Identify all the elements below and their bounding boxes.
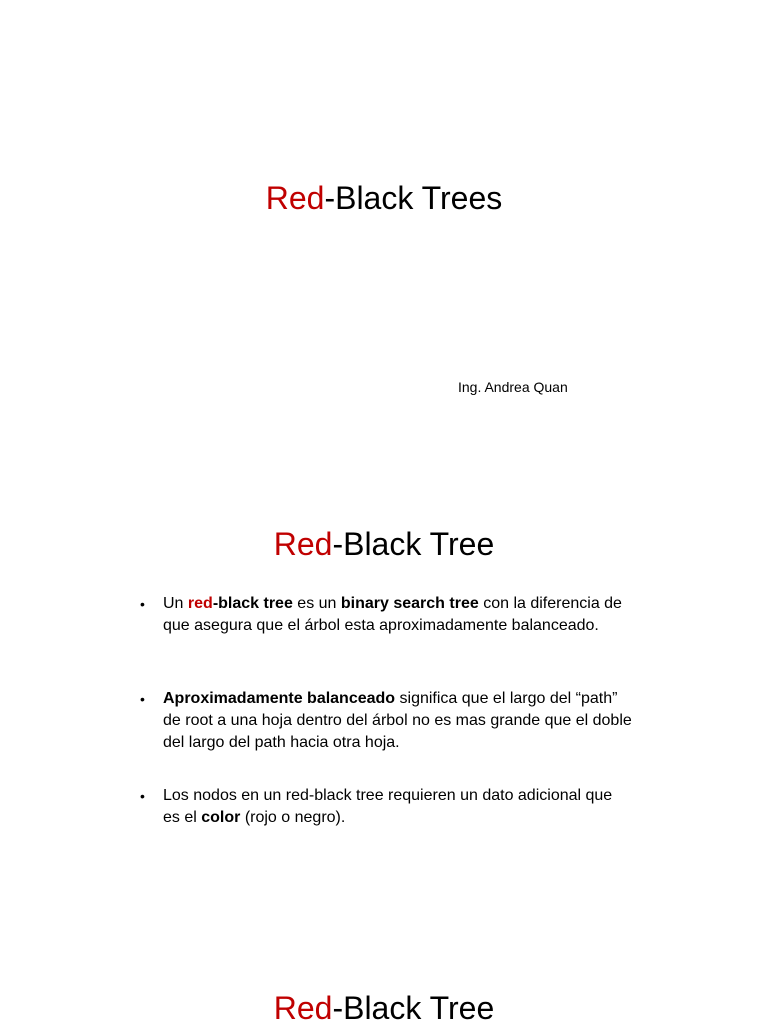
author-name: Ing. Andrea Quan bbox=[458, 379, 568, 395]
bullet1-text-b: es un bbox=[292, 595, 341, 612]
bullet3-text-a: Los nodos en un red-black tree requieren un dato adicional que es el bbox=[163, 787, 613, 826]
slide2-title-rest: -Black Tree bbox=[332, 526, 495, 562]
bullet1-bold-b: binary search tree bbox=[340, 595, 479, 612]
bullet-text-3 bbox=[163, 785, 633, 829]
slide1-title-rest: -Black Trees bbox=[324, 180, 503, 216]
slide3-title-red-word: Red bbox=[273, 990, 333, 1026]
slide-title-page bbox=[0, 0, 768, 420]
bullet3-bold: color bbox=[201, 809, 241, 826]
slide3-title bbox=[0, 990, 768, 1027]
bullet1-text-a: Un bbox=[163, 595, 188, 612]
bullet-dot: • bbox=[140, 788, 145, 804]
slide1-title-red-word: Red bbox=[265, 180, 325, 216]
bullet1-text-c: con la diferencia de que asegura que el árbol esta aproximadamente balanceado. bbox=[163, 595, 622, 634]
bullet1-red-word: red bbox=[187, 595, 213, 612]
bullet-item-3 bbox=[140, 785, 640, 829]
slide1-title bbox=[0, 180, 768, 217]
bullet1-bold-a: -black tree bbox=[212, 595, 293, 612]
bullet-item-1 bbox=[140, 593, 640, 637]
slide2-title-red-word: Red bbox=[273, 526, 333, 562]
bullet-text-1 bbox=[163, 593, 633, 637]
bullet-text-2 bbox=[163, 688, 633, 754]
slide3-title-rest: -Black Tree bbox=[332, 990, 495, 1026]
bullet-item-2 bbox=[140, 688, 640, 754]
bullet3-text-b: (rojo o negro). bbox=[240, 809, 346, 826]
slide2-title bbox=[0, 526, 768, 563]
bullet-dot: • bbox=[140, 596, 145, 612]
bullet-dot: • bbox=[140, 691, 145, 707]
bullet2-bold: Aproximadamente balanceado bbox=[163, 690, 396, 707]
bullet2-text: significa que el largo del “path” de root a una hoja dentro del árbol no es mas grande que el doble del largo del path hacia otra hoja. bbox=[163, 690, 632, 751]
